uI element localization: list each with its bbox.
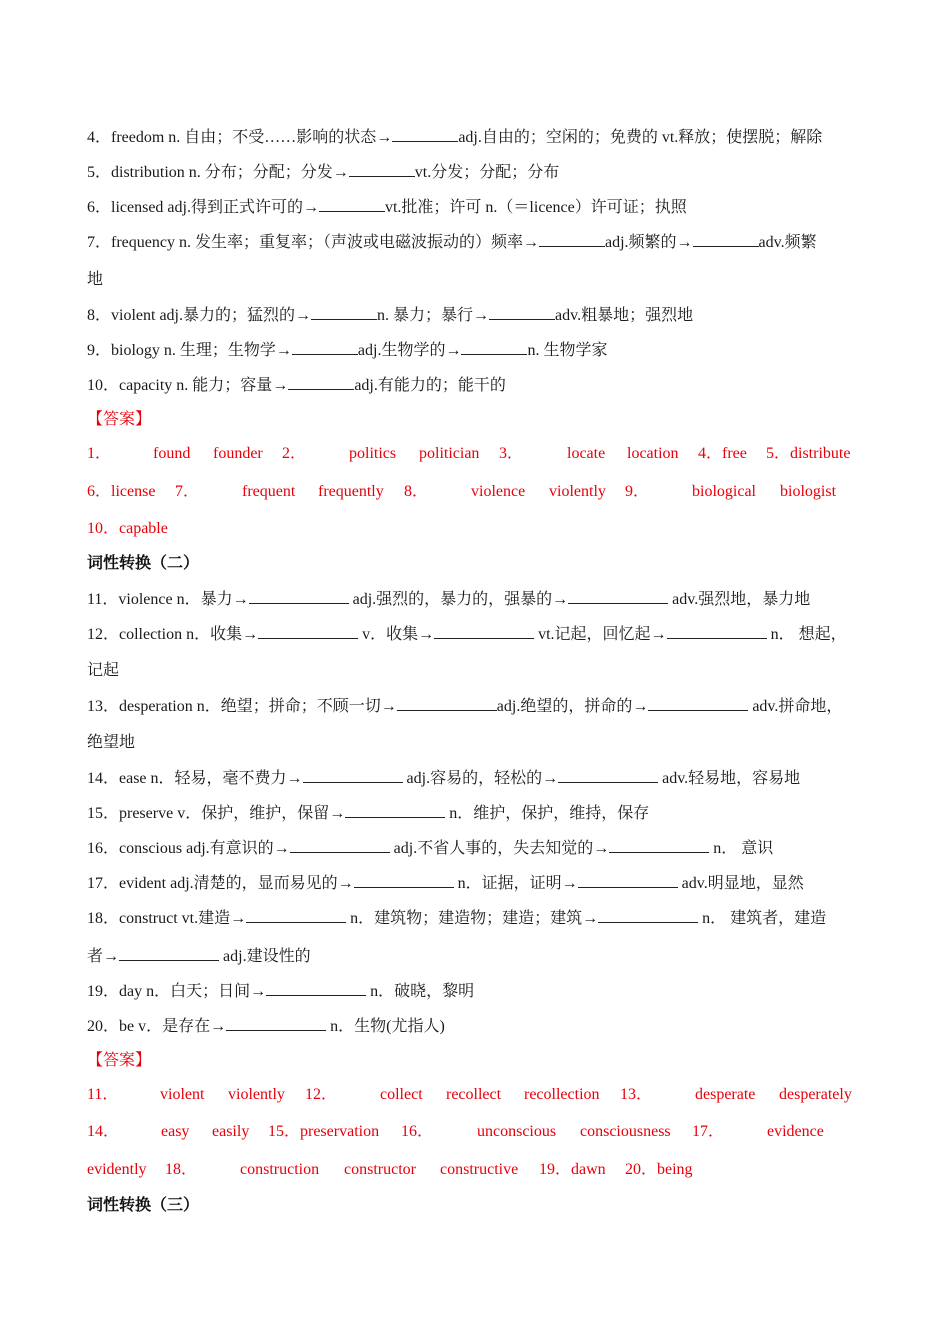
answer-item: politician [419, 445, 480, 462]
answer-item: 7． [175, 483, 200, 500]
section-heading: 词性转换（三） [87, 1197, 200, 1214]
answer-item: locate [567, 445, 606, 462]
answer-heading: 【答案】 [87, 1052, 152, 1069]
answer-blank[interactable] [568, 588, 668, 604]
answer-item: desperately [779, 1086, 852, 1103]
answer-blank[interactable] [319, 196, 385, 212]
answer-blank[interactable] [598, 907, 698, 923]
question-13: 13．desperation n．绝望；拼命；不顾一切→ adj.绝望的，拼命的→ adv.拼命地， [87, 695, 842, 718]
answer-item: 19．dawn [539, 1161, 606, 1178]
answer-blank[interactable] [249, 588, 349, 604]
answer-blank[interactable] [461, 339, 527, 355]
answer-blank[interactable] [288, 374, 354, 390]
answer-item: collect [380, 1086, 423, 1103]
answer-blank[interactable] [345, 802, 445, 818]
section-heading: 词性转换（二） [87, 555, 200, 572]
answer-item: 13． [620, 1086, 653, 1103]
question-4: 4．freedom n. 自由；不受……影响的状态→ adj.自由的；空闲的；免费的 vt.释放；使摆脱；解除 [87, 126, 822, 149]
answer-item: 8． [404, 483, 429, 500]
answer-item: evidence [767, 1123, 824, 1140]
answer-blank[interactable] [667, 623, 767, 639]
answer-blank[interactable] [292, 339, 358, 355]
answer-item: 17． [692, 1123, 725, 1140]
question-12: 12．collection n．收集→ v．收集→ vt.记起，回忆起→ n． 想起， [87, 623, 847, 646]
question-18: 18．construct vt.建造→ n．建筑物；建造物；建造；建筑→ n． 建筑者，建造 [87, 907, 826, 930]
answer-item: easy [161, 1123, 190, 1140]
answer-item: 5．distribute [766, 445, 851, 462]
answer-blank[interactable] [258, 623, 358, 639]
answer-item: desperate [695, 1086, 756, 1103]
answer-item: 4．free [698, 445, 747, 462]
answer-item: found [153, 445, 191, 462]
question-17: 17．evident adj.清楚的，显而易见的→ n．证据，证明→ adv.明显地，显然 [87, 872, 804, 895]
answer-item: violence [471, 483, 526, 500]
question-7: 7．frequency n. 发生率；重复率；（声波或电磁波振动的）频率→ adj.频繁的→ adv.频繁 [87, 231, 817, 254]
question-8: 8．violent adj.暴力的；猛烈的→ n. 暴力；暴行→ adv.粗暴地；强烈地 [87, 304, 693, 327]
answer-blank[interactable] [119, 945, 219, 961]
answer-blank[interactable] [539, 231, 605, 247]
answer-item: 15．preservation [268, 1123, 380, 1140]
answer-item: consciousness [580, 1123, 671, 1140]
answer-item: 10．capable [87, 520, 168, 537]
answer-blank[interactable] [558, 767, 658, 783]
answer-blank[interactable] [392, 126, 458, 142]
answer-item: 16． [401, 1123, 434, 1140]
question-10: 10．capacity n. 能力；容量→ adj.有能力的；能干的 [87, 374, 506, 397]
answer-item: constructive [440, 1161, 519, 1178]
answer-item: 9． [625, 483, 650, 500]
answer-blank[interactable] [578, 872, 678, 888]
question-20: 20．be v．是存在→ n．生物(尤指人) [87, 1015, 445, 1038]
answer-item: 3． [499, 445, 524, 462]
answer-blank[interactable] [354, 872, 454, 888]
question-15: 15．preserve v．保护，维护，保留→ n．维护，保护，维持，保存 [87, 802, 649, 825]
answer-item: constructor [344, 1161, 416, 1178]
answer-blank[interactable] [246, 907, 346, 923]
answer-item: frequently [318, 483, 384, 500]
question-18-cont: 者→ adj.建设性的 [87, 945, 311, 968]
question-14: 14．ease n．轻易，毫不费力→ adj.容易的，轻松的→ adv.轻易地，容易地 [87, 767, 800, 790]
answer-item: 1． [87, 445, 112, 462]
question-7-cont: 地 [87, 271, 104, 288]
answer-item: violently [549, 483, 606, 500]
answer-item: 20．being [625, 1161, 693, 1178]
answer-blank[interactable] [489, 304, 555, 320]
answer-item: violently [228, 1086, 285, 1103]
answer-item: violent [160, 1086, 205, 1103]
answer-blank[interactable] [609, 837, 709, 853]
answer-item: 14． [87, 1123, 120, 1140]
answer-heading: 【答案】 [87, 411, 152, 428]
answer-item: recollection [524, 1086, 600, 1103]
answer-blank[interactable] [397, 695, 497, 711]
answer-item: politics [349, 445, 397, 462]
answer-blank[interactable] [266, 980, 366, 996]
question-11: 11．violence n．暴力→ adj.强烈的，暴力的，强暴的→ adv.强烈地，暴力地 [87, 588, 810, 611]
answer-item: recollect [446, 1086, 502, 1103]
answer-item: location [627, 445, 679, 462]
answer-item: easily [212, 1123, 250, 1140]
question-19: 19．day n．白天；日间→ n．破晓，黎明 [87, 980, 474, 1003]
answer-blank[interactable] [434, 623, 534, 639]
answer-blank[interactable] [349, 161, 415, 177]
question-9: 9．biology n. 生理；生物学→ adj.生物学的→ n. 生物学家 [87, 339, 607, 362]
answer-blank[interactable] [303, 767, 403, 783]
answer-item: biologist [780, 483, 837, 500]
question-12-cont: 记起 [87, 662, 120, 679]
question-6: 6．licensed adj.得到正式许可的→ vt.批准；许可 n.（＝licence）许可证；执照 [87, 196, 687, 219]
answer-item: 12． [305, 1086, 338, 1103]
answer-item: founder [213, 445, 263, 462]
answer-item: evidently [87, 1161, 147, 1178]
answer-item: 18． [165, 1161, 198, 1178]
answer-item: 6．license [87, 483, 156, 500]
answer-blank[interactable] [311, 304, 377, 320]
answer-blank[interactable] [648, 695, 748, 711]
answer-blank[interactable] [226, 1015, 326, 1031]
answer-blank[interactable] [693, 231, 759, 247]
answer-item: 11． [87, 1086, 119, 1103]
question-13-cont: 绝望地 [87, 734, 136, 751]
question-5: 5．distribution n. 分布；分配；分发→ vt.分发；分配；分布 [87, 161, 559, 184]
answer-item: frequent [242, 483, 296, 500]
answer-item: construction [240, 1161, 320, 1178]
answer-item: biological [692, 483, 756, 500]
answer-blank[interactable] [290, 837, 390, 853]
answer-item: unconscious [477, 1123, 557, 1140]
answer-item: 2． [282, 445, 307, 462]
question-16: 16．conscious adj.有意识的→ adj.不省人事的，失去知觉的→ n． 意识 [87, 837, 773, 860]
